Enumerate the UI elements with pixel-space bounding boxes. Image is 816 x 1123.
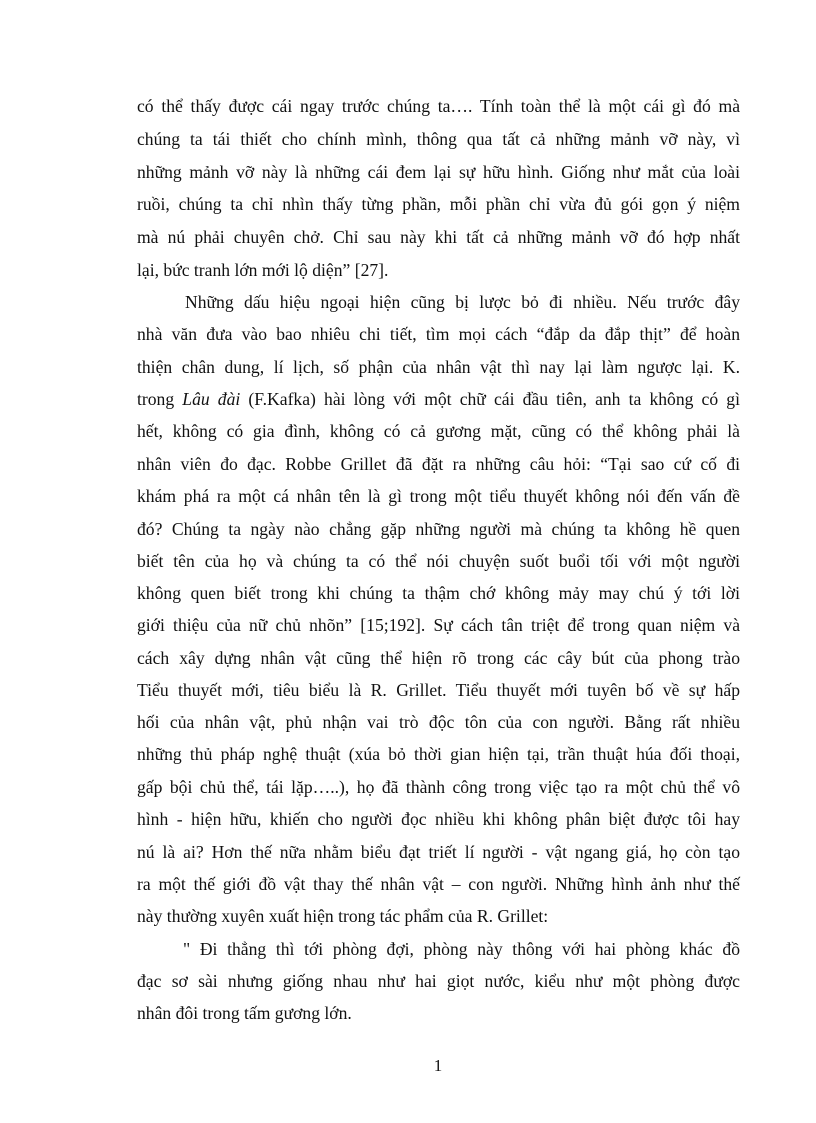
text-fragment: trong xyxy=(137,389,183,409)
text-line: những mảnh vỡ này là những cái đem lại sự hữu hình. Giống như mắt của loài xyxy=(137,162,740,182)
text-line: cách xây dựng nhân vật cũng thể hiện rõ trong các cây bút của phong trào xyxy=(137,648,740,668)
text-line: biết tên của họ và chúng ta có thể nói chuyện suốt buổi tối với một người xyxy=(137,551,740,571)
text-line: gấp bội chủ thể, tái lặp…..), họ đã thành công trong việc tạo ra một chủ thể vô xyxy=(137,777,740,797)
text-line: hết, không có gia đình, không có cả gương mặt, cũng có thể không phải là xyxy=(137,421,740,441)
text-line: chúng ta tái thiết cho chính mình, thông qua tất cả những mảnh vỡ này, vì xyxy=(137,129,740,149)
text-line: lại, bức tranh lớn mới lộ diện” [27]. xyxy=(137,260,389,280)
text-line: những thủ pháp nghệ thuật (xúa bỏ thời gian hiện tại, trần thuật húa đối thoại, xyxy=(137,744,740,764)
text-line: hình - hiện hữu, khiến cho người đọc nhiều khi không phân biệt được tôi hay xyxy=(137,809,740,829)
text-line: hối của nhân vật, phủ nhận vai trò độc tôn của con người. Bằng rất nhiều xyxy=(137,712,740,732)
text-line: đó? Chúng ta ngày nào chẳng gặp những người mà chúng ta không hề quen xyxy=(137,519,740,539)
text-line: nhà văn đưa vào bao nhiêu chi tiết, tìm mọi cách “đắp da đắp thịt” để hoàn xyxy=(137,324,740,344)
text-line: thiện chân dung, lí lịch, số phận của nhân vật thì nay lại làm ngược lại. K. xyxy=(137,357,740,377)
quote-line: nhân đôi trong tấm gương lớn. xyxy=(137,1003,352,1023)
text-line: giới thiệu của nữ chủ nhõn” [15;192]. Sự cách tân triệt để trong quan niệm và xyxy=(137,615,740,635)
book-title: Lâu đài xyxy=(182,389,241,409)
page-number: 1 xyxy=(433,1056,443,1075)
text-line: ruồi, chúng ta chỉ nhìn thấy từng phần, mỗi phần chỉ vừa đủ gói gọn ý niệm xyxy=(137,194,740,214)
text-line: khám phá ra một cá nhân tên là gì trong một tiểu thuyết không nói đến vấn đề xyxy=(137,486,740,506)
text-line: Những dấu hiệu ngoại hiện cũng bị lược bỏ đi nhiều. Nếu trước đây xyxy=(185,292,740,312)
text-fragment: (F.Kafka) xyxy=(240,389,325,409)
text-line: nú là ai? Hơn thế nữa nhằm biểu đạt triết lí người - vật ngang giá, họ còn tạo xyxy=(137,842,740,862)
text-line: ra một thế giới đồ vật thay thế nhân vật – con người. Những hình ảnh như thế xyxy=(137,874,740,894)
quote-line: đạc sơ sài nhưng giống nhau như hai giọt nước, kiểu như một phòng được xyxy=(137,971,740,991)
text-line: mà nú phải chuyên chở. Chỉ sau này khi tất cả những mảnh vỡ đó hợp nhất xyxy=(137,227,740,247)
text-line: không quen biết trong khi chúng ta thậm chớ không mảy may chú ý tới lời xyxy=(137,583,740,603)
text-fragment: hài lòng với một chữ cái đầu tiên, anh ta không có gì xyxy=(324,389,740,409)
text-line: nhân viên đo đạc. Robbe Grillet đã đặt ra những câu hỏi: “Tại sao cứ cố đi xyxy=(137,454,740,474)
text-line: Tiểu thuyết mới, tiêu biểu là R. Grillet. Tiểu thuyết mới tuyên bố về sự hấp xyxy=(137,680,740,700)
text-line: này thường xuyên xuất hiện trong tác phẩm của R. Grillet: xyxy=(137,906,549,926)
text-line: có thể thấy được cái ngay trước chúng ta…. Tính toàn thể là một cái gì đó mà xyxy=(137,96,740,116)
quote-line: " Đi thẳng thì tới phòng đợi, phòng này thông với hai phòng khác đồ xyxy=(183,939,740,959)
text-line-with-title xyxy=(137,389,740,409)
